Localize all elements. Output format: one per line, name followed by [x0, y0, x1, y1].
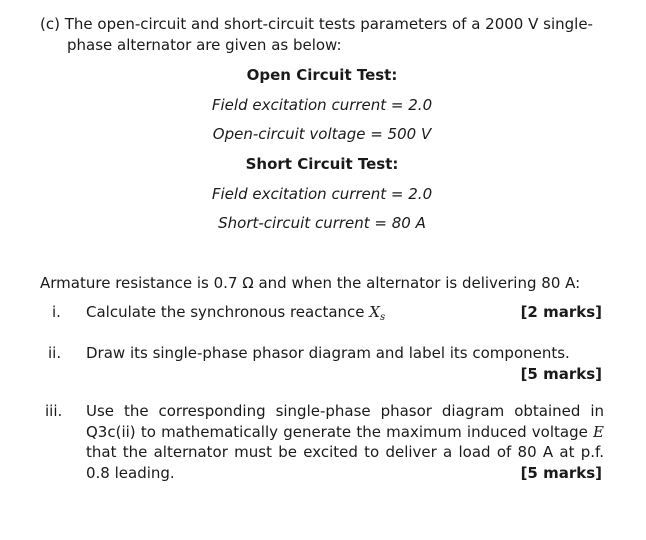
question-iii-marks: [5 marks] — [520, 464, 602, 482]
intro-line-2: phase alternator are given as below: — [67, 36, 342, 54]
intro-line-1: (c) The open-circuit and short-circuit tests parameters of a 2000 V single- — [40, 15, 593, 33]
question-number-i: i. — [52, 303, 61, 321]
short-circuit-current: Short-circuit current = 80 A — [218, 214, 426, 232]
short-circuit-heading: Short Circuit Test: — [245, 155, 399, 173]
induced-voltage-symbol: E — [593, 422, 604, 441]
short-circuit-field-current: Field excitation current = 2.0 — [211, 185, 433, 203]
open-circuit-voltage: Open-circuit voltage = 500 V — [212, 125, 432, 143]
armature-statement: Armature resistance is 0.7 Ω and when the alternator is delivering 80 A: — [40, 274, 581, 292]
question-intro — [40, 14, 620, 56]
question-number-ii: ii. — [48, 344, 62, 362]
question-number-iii: iii. — [45, 402, 63, 420]
question-ii-marks: [5 marks] — [520, 365, 602, 383]
question-i-marks: [2 marks] — [520, 303, 602, 321]
question-i-text: Calculate the synchronous reactance $X_s$ — [86, 303, 386, 323]
reactance-subscript: s — [379, 312, 386, 323]
open-circuit-field-current: Field excitation current = 2.0 — [211, 96, 433, 114]
reactance-symbol: X — [369, 303, 380, 321]
question-iii-text: Use the corresponding single-phase phasor diagram obtained in Q3c(ii) to mathematically generate the maximum induced voltage E that the alternator must be excited to deliver a load of 80 A at p.f. 0.8 leading. — [86, 402, 604, 482]
open-circuit-heading: Open Circuit Test: — [246, 66, 398, 84]
question-ii-text: Draw its single-phase phasor diagram and label its components. — [86, 344, 570, 362]
